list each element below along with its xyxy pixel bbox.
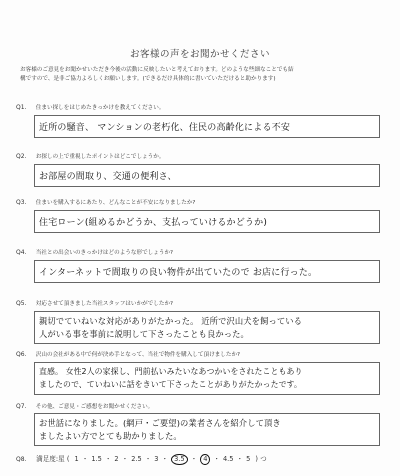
rating-label: 満足度:星 [36,455,65,463]
rating-option-2-5[interactable]: 2.5 [131,455,142,463]
question-number: Q3. [16,199,27,206]
answer-box-1 [34,115,380,138]
rating-options [72,455,254,463]
question-7 [16,403,153,411]
answer-box-5 [34,311,380,344]
rating-separator: ・ [161,455,169,463]
question-text: 沢山の会社がある中で何が決め手となって、当社で物件を購入して頂けましたか? [35,352,241,358]
question-number: Q6. [16,351,27,358]
answer-line: お部屋の間取り、交通の便利さ、 [39,172,177,182]
rating-option-5[interactable]: 5 [246,455,251,463]
answer-line: ましたよい方でとても助かりました。 [39,431,182,441]
question-number: Q8. [16,456,27,463]
rating-separator: ・ [144,455,152,463]
rating-separator: ・ [213,455,220,463]
intro-line-1: お客様のご意見をお聞かせいただき今後の活動に反映したいと考えております。どのような些細なことでも結 [20,67,294,73]
question-number: Q4. [16,249,27,256]
answer-line: ましたので、ていねいに話をきいて下さったことがありがたかったです。 [39,380,302,389]
question-text: 対応させて頂きました当社スタッフはいかがでしたか? [35,301,174,307]
question-6 [16,351,240,359]
question-number: Q5. [16,300,27,307]
question-5 [16,300,173,308]
answer-box-7 [34,413,380,446]
question-text: 当社との出会いのきっかけはどのような形でしょうか? [35,250,174,256]
form-intro [20,66,388,84]
intro-line-2: 構ですので、是非ご協力よろしくお願いします。(できるだけ具体的に書いていただけると助かります) [20,76,276,82]
question-number: Q2. [16,153,27,160]
question-text: お探しの上で重視したポイントはどこでしょうか。 [35,154,165,160]
question-2 [16,153,164,161]
rating-close-paren: ) [255,455,258,463]
rating-separator: ・ [104,455,112,463]
rating-suffix: つ [260,455,267,463]
answer-box-6 [34,362,380,395]
answer-line: 近所の騒音、 マンションの老朽化、住民の高齢化による不安 [39,123,291,133]
answer-line: 直感。 女性2人の家探し、門前払いみたいなあつかいをされたこともあり [39,367,303,376]
question-text: 住まい探しをはじめたきっかけを教えてください。 [35,105,165,111]
form-title: お客様の声をお聞かせください [129,49,270,60]
rating-option-4-5[interactable]: 4.5 [222,455,234,463]
answer-line: 親切でていねいな対応がありがたかった。 近所で沢山犬を飼っている [39,316,303,326]
rating-option-1-5[interactable]: 1.5 [91,455,102,463]
rating-option-3[interactable]: 3 [154,455,159,463]
question-text: その他、ご意見・ご感想をお聞かせください。 [35,404,154,410]
rating-option-4[interactable]: 4 [200,454,210,465]
answer-box-3 [34,210,380,233]
rating-separator: ・ [121,455,129,463]
answer-box-4 [34,260,380,283]
question-1 [16,104,164,112]
question-number: Q1. [16,104,27,111]
answer-line: 住宅ローン(組めるかどうか、支払っていけるかどうか) [39,218,268,228]
answer-line: 人がいる事を事前に説明して下さったことも良かった。 [39,329,249,339]
rating-option-1[interactable]: 1 [74,455,79,463]
rating-separator: ・ [236,455,244,463]
rating-separator: ・ [190,455,198,463]
rating-open-paren: ( [66,455,70,463]
answer-box-2 [34,164,380,187]
rating-option-3-5[interactable]: 3.5 [171,454,188,465]
answer-line: インターネットで間取りの良い物件が出ていたので お店に行った。 [39,268,318,278]
question-4 [16,249,173,257]
question-text: 住まいを購入するにあたり、どんなことが不安になりましたか? [35,200,196,206]
rating-option-2[interactable]: 2 [114,455,119,463]
answer-line: お世話になりました。(網戸・ご要望)の業者さんを紹介して頂き [39,418,281,428]
question-3 [16,199,195,207]
satisfaction-rating [16,453,267,465]
rating-separator: ・ [81,455,89,463]
question-number: Q7. [16,403,27,410]
